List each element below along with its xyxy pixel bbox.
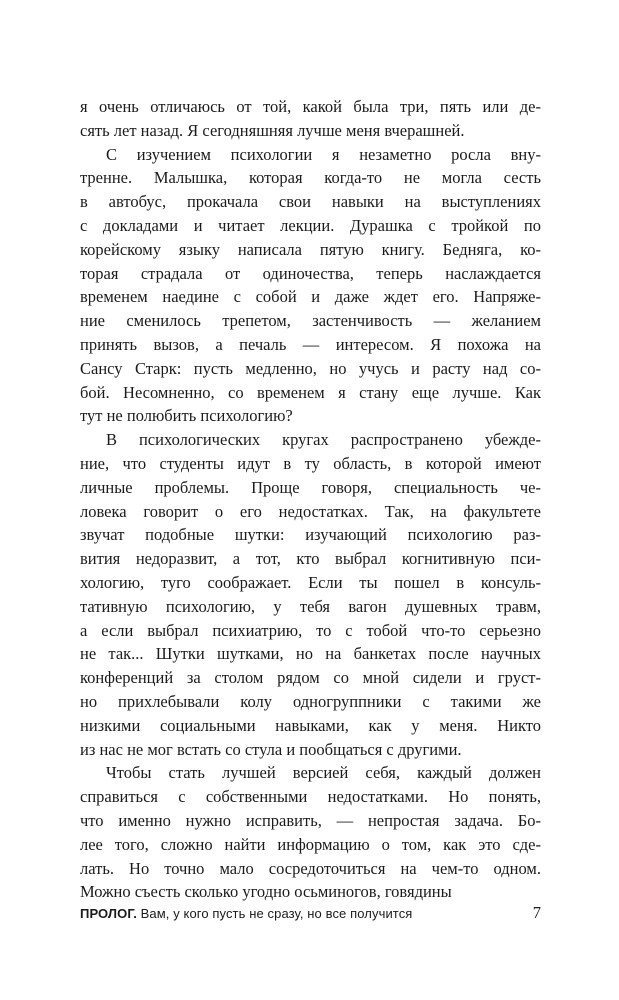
page-footer bbox=[80, 903, 541, 923]
text-line: Сансу Старк: пусть медленно, но учусь и расту над со- bbox=[80, 358, 541, 378]
text-line: личные проблемы. Проще говоря, специальность че- bbox=[80, 477, 541, 497]
text-line: я очень отличаюсь от той, какой была три, пять или де- bbox=[80, 97, 541, 116]
text-line: а если выбрал психиатрию, то с тобой что-то серьезно bbox=[80, 620, 541, 640]
chapter-label: ПРОЛОГ. bbox=[80, 906, 137, 921]
text-line: не так... Шутки шутками, но на банкетах после научных bbox=[80, 644, 541, 664]
text-line: Чтобы стать лучшей версией себя, каждый должен bbox=[106, 763, 541, 783]
text-line: вития недоразвит, а тот, кто выбрал когнитивную пси- bbox=[80, 549, 541, 569]
text-line: с докладами и читает лекции. Дурашка с тройкой по bbox=[80, 215, 541, 235]
text-line: сять лет назад. Я сегодняшняя лучше меня вчерашней. bbox=[80, 120, 465, 140]
text-line: временем наедине с собой и даже ждет его. Напряже- bbox=[80, 287, 541, 307]
text-line: В психологических кругах распространено убежде- bbox=[106, 430, 541, 450]
chapter-subtitle: Вам, у кого пусть не сразу, но все получится bbox=[136, 906, 413, 921]
text-line: справиться с собственными недостатками. Но понять, bbox=[80, 787, 541, 807]
text-line: но прихлебывали колу одногруппники с такими же bbox=[80, 691, 541, 711]
text-line: звучат подобные шутки: изучающий психологию раз- bbox=[80, 525, 541, 545]
text-line: корейскому языку написала пятую книгу. Бедняга, ко- bbox=[80, 239, 541, 259]
text-line: тут не полюбить психологию? bbox=[80, 406, 293, 426]
text-line: бой. Несомненно, со временем я стану еще лучше. Как bbox=[80, 382, 541, 402]
running-title bbox=[80, 906, 412, 921]
text-line: тативную психологию, у тебя вагон душевных травм, bbox=[80, 596, 541, 616]
text-line: из нас не мог встать со стула и пообщаться с другими. bbox=[80, 739, 462, 759]
text-line: лать. Но точно мало сосредоточиться на чем-то одном. bbox=[80, 858, 541, 878]
paragraph bbox=[80, 761, 541, 904]
text-line: тренне. Малышка, которая когда-то не могла сесть bbox=[80, 168, 541, 188]
text-line: С изучением психологии я незаметно росла вну- bbox=[106, 144, 541, 164]
paragraph bbox=[80, 428, 541, 761]
paragraph bbox=[80, 143, 541, 429]
page-number: 7 bbox=[532, 903, 541, 922]
text-line: конференций за столом рядом со мной сидели и груст- bbox=[80, 668, 541, 688]
text-line: лее того, сложно найти информацию о том, как это сде- bbox=[80, 834, 541, 854]
text-line: хологию, туго соображает. Если ты пошел в консуль- bbox=[80, 572, 541, 592]
page-text bbox=[80, 95, 541, 904]
text-line: Можно съесть сколько угодно осьминогов, говядины bbox=[80, 882, 452, 902]
text-line: что именно нужно исправить, — непростая задача. Бо- bbox=[80, 810, 541, 830]
text-line: ние, что студенты идут в ту область, в которой имеют bbox=[80, 453, 541, 473]
text-line: принять вызов, а печаль — интересом. Я похожа на bbox=[80, 334, 541, 354]
paragraph bbox=[80, 95, 541, 143]
text-line: низкими социальными навыками, как у меня. Никто bbox=[80, 715, 541, 735]
text-line: в автобус, прокачала свои навыки на выступлениях bbox=[80, 192, 541, 212]
text-line: торая страдала от одиночества, теперь наслаждается bbox=[80, 263, 541, 283]
text-line: ние сменилось трепетом, застенчивость — желанием bbox=[80, 311, 541, 331]
text-line: ловека говорит о его недостатках. Так, на факультете bbox=[80, 501, 541, 521]
